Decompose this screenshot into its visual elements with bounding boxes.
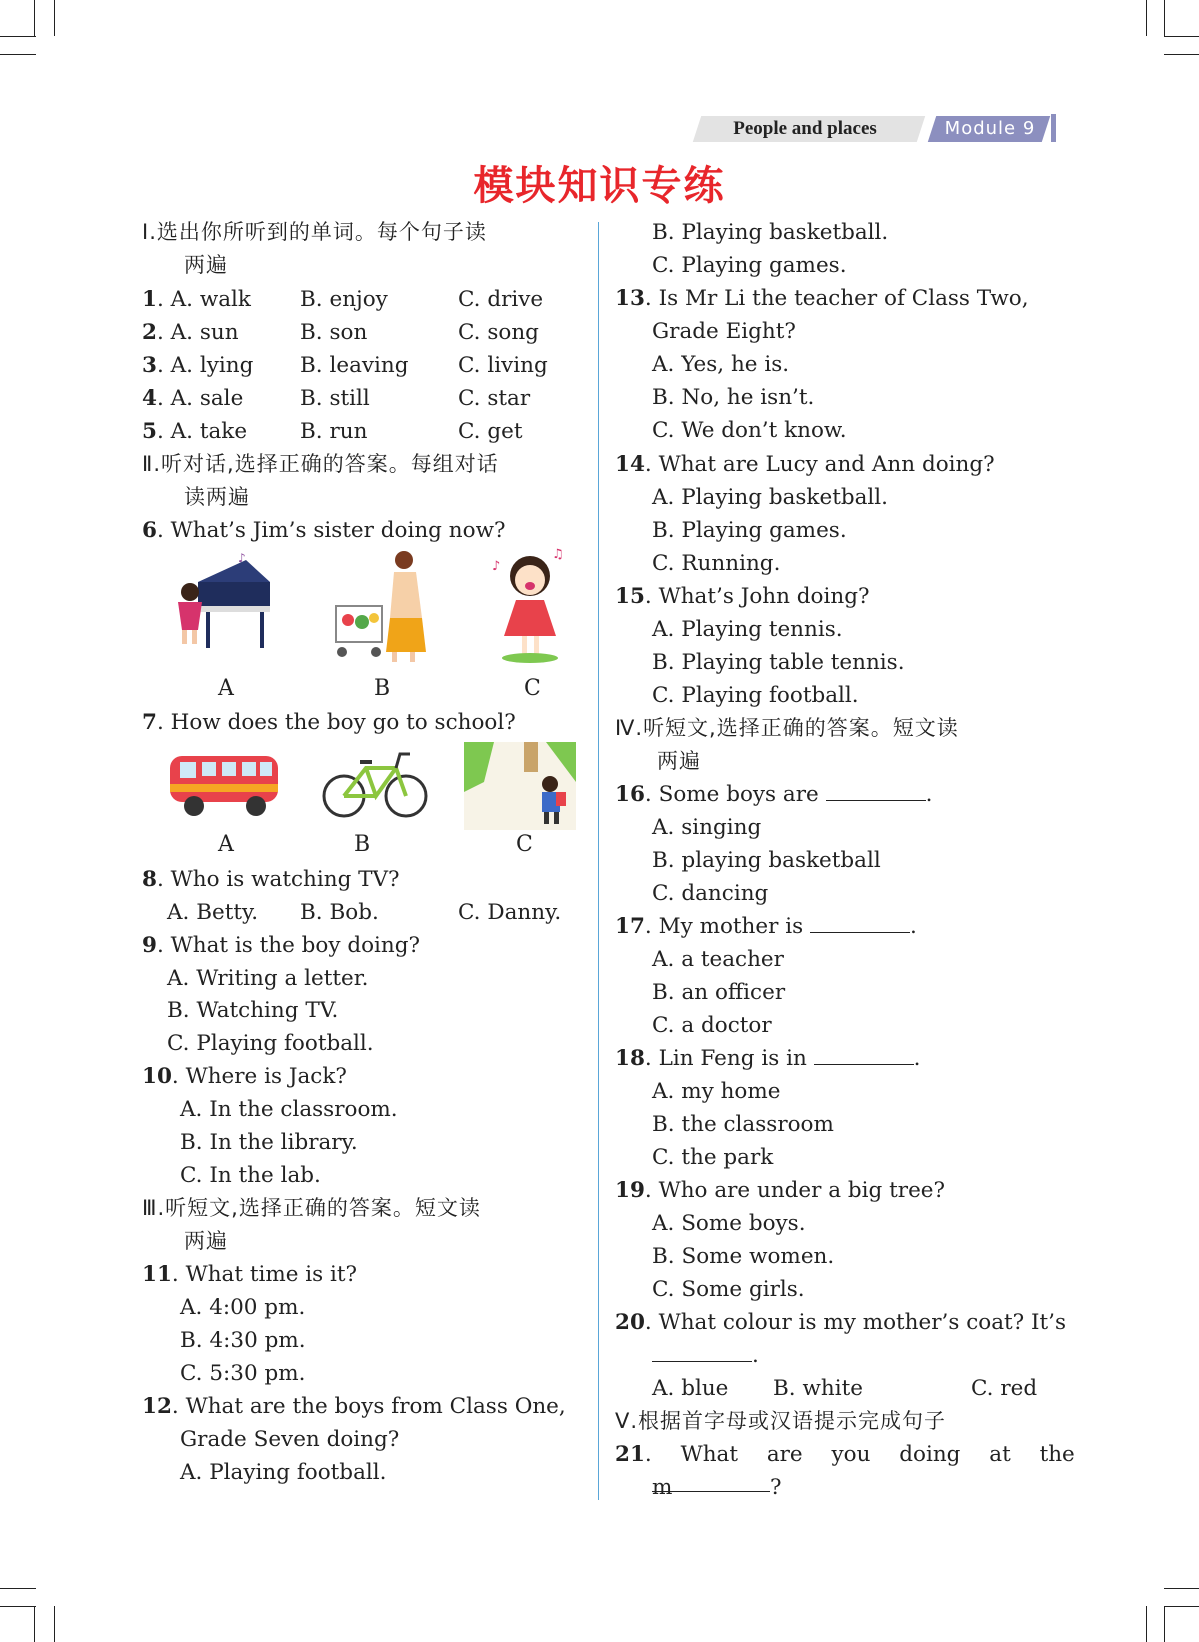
section-heading-cont: 读两遍 [184, 485, 250, 509]
question-2: 2. A. sun [142, 320, 239, 345]
question-12-cont: Grade Seven doing? [180, 1427, 400, 1452]
option-b: B. run [300, 419, 368, 444]
option-a: A. Writing a letter. [167, 966, 369, 991]
question-7: 7. How does the boy go to school? [142, 710, 516, 735]
option-a: A. 4:00 pm. [180, 1295, 306, 1320]
option-c: C. We don’t know. [652, 418, 847, 443]
svg-text:♫: ♫ [552, 548, 564, 562]
option-c: C. Playing football. [167, 1031, 374, 1056]
option-c: C. dancing [652, 881, 769, 906]
bicycle-picture [320, 744, 430, 824]
question-13-cont: Grade Eight? [652, 319, 796, 344]
question-9: 9. What is the boy doing? [142, 933, 421, 958]
option-c: C. get [458, 419, 523, 444]
option-b: B. enjoy [300, 287, 388, 312]
section-heading: Ⅱ.听对话,选择正确的答案。每组对话 [142, 452, 499, 476]
crop-mark [1146, 1606, 1147, 1642]
question-21-cont: m ? [652, 1471, 782, 1504]
crop-mark [0, 1606, 36, 1607]
option-a: A. blue [652, 1376, 729, 1401]
option-c: C. In the lab. [180, 1163, 321, 1188]
question-14: 14. What are Lucy and Ann doing? [615, 452, 995, 477]
question-21: 21. What are you doing at the [615, 1442, 1075, 1467]
question-13: 13. Is Mr Li the teacher of Class Two, [615, 286, 1029, 311]
option-a: A. Playing football. [180, 1460, 387, 1485]
option-a: A. Playing basketball. [652, 485, 888, 510]
option-a: A. singing [652, 815, 762, 840]
section-heading: Ⅳ.听短文,选择正确的答案。短文读 [615, 716, 959, 740]
question-8: 8. Who is watching TV? [142, 867, 400, 892]
option-c: C. the park [652, 1145, 774, 1170]
question-3: 3. A. lying [142, 353, 254, 378]
option-a: A. In the classroom. [180, 1097, 398, 1122]
option-c: C. drive [458, 287, 544, 312]
option-b: B. still [300, 386, 370, 411]
option-b: B. Bob. [300, 900, 379, 925]
question-11: 11. What time is it? [142, 1262, 358, 1287]
crop-mark [1146, 0, 1147, 36]
option-a: A. Yes, he is. [652, 352, 790, 377]
crop-mark [54, 0, 55, 36]
option-b: B. Watching TV. [167, 998, 339, 1023]
option-b: B. No, he isn’t. [652, 385, 815, 410]
answer-blank[interactable] [814, 1044, 914, 1065]
option-b: B. leaving [300, 353, 409, 378]
crop-mark [54, 1606, 55, 1642]
crop-mark [1164, 1606, 1199, 1607]
svg-text:♪: ♪ [238, 551, 246, 565]
question-18: 18. Lin Feng is in . [615, 1046, 921, 1071]
option-label: B [354, 832, 371, 857]
crop-mark [0, 1588, 36, 1589]
singing-girl-picture [490, 548, 570, 666]
section-heading-cont: 两遍 [184, 1229, 228, 1253]
option-a: A. Playing tennis. [652, 617, 843, 642]
question-16: 16. Some boys are . [615, 782, 933, 807]
option-c: C. Playing football. [652, 683, 859, 708]
piano-girl-picture [168, 550, 278, 660]
option-a: A. Some boys. [652, 1211, 806, 1236]
option-b: B. an officer [652, 980, 786, 1005]
question-19: 19. Who are under a big tree? [615, 1178, 946, 1203]
header-section-label: People and places [733, 118, 877, 139]
answer-blank[interactable] [810, 912, 910, 933]
module-label: Module 9 [944, 118, 1036, 139]
question-20-cont: . [652, 1339, 759, 1372]
option-c: C. a doctor [652, 1013, 772, 1038]
question-5: 5. A. take [142, 419, 248, 444]
crop-mark [1164, 1588, 1199, 1589]
page-title: 模块知识专练 [473, 163, 726, 209]
crop-mark [1164, 0, 1165, 36]
option-b: B. son [300, 320, 368, 345]
option-b: B. Playing basketball. [652, 220, 889, 245]
option-label: A [218, 676, 234, 701]
answer-blank[interactable] [826, 780, 926, 801]
option-c: C. red [971, 1376, 1038, 1401]
bus-picture [166, 748, 284, 820]
question-6: 6. What’s Jim’s sister doing now? [142, 518, 506, 543]
option-b: B. white [773, 1376, 863, 1401]
option-b: B. Playing games. [652, 518, 847, 543]
section-heading: Ⅰ.选出你所听到的单词。每个句子读 [142, 220, 487, 244]
option-c: C. living [458, 353, 548, 378]
walking-boy-picture [464, 742, 576, 830]
option-label: A [218, 832, 234, 857]
option-c: C. song [458, 320, 539, 345]
crop-mark [1164, 36, 1199, 37]
crop-mark [0, 54, 36, 55]
crop-mark [34, 1606, 35, 1642]
answer-blank[interactable] [652, 1341, 752, 1362]
option-c: C. Running. [652, 551, 781, 576]
option-b: B. Playing table tennis. [652, 650, 905, 675]
section-heading-cont: 两遍 [184, 253, 228, 277]
question-10: 10. Where is Jack? [142, 1064, 347, 1089]
option-c: C. Some girls. [652, 1277, 805, 1302]
question-15: 15. What’s John doing? [615, 584, 870, 609]
option-b: B. the classroom [652, 1112, 834, 1137]
svg-text:♪: ♪ [492, 559, 501, 574]
question-1: 1. A. walk [142, 287, 251, 312]
option-b: B. 4:30 pm. [180, 1328, 306, 1353]
option-b: B. playing basketball [652, 848, 881, 873]
question-17: 17. My mother is . [615, 914, 917, 939]
answer-blank[interactable]: m [652, 1471, 770, 1492]
question-12: 12. What are the boys from Class One, [142, 1394, 566, 1419]
option-c: C. 5:30 pm. [180, 1361, 306, 1386]
module-bar [1051, 114, 1056, 142]
section-heading-cont: 两遍 [657, 749, 701, 773]
option-a: A. a teacher [652, 947, 784, 972]
option-c: C. Danny. [458, 900, 562, 925]
shopping-woman-picture [330, 548, 430, 666]
option-label: C [524, 676, 541, 701]
crop-mark [1164, 54, 1199, 55]
option-a: A. Betty. [167, 900, 259, 925]
crop-mark [34, 0, 35, 36]
question-20: 20. What colour is my mother’s coat? It’s [615, 1310, 1067, 1335]
section-heading: Ⅴ.根据首字母或汉语提示完成句子 [615, 1409, 947, 1433]
option-a: A. my home [652, 1079, 781, 1104]
question-4: 4. A. sale [142, 386, 244, 411]
crop-mark [1164, 1606, 1165, 1642]
option-b: B. In the library. [180, 1130, 358, 1155]
option-label: C [516, 832, 533, 857]
option-c: C. star [458, 386, 531, 411]
column-divider [598, 222, 599, 1500]
crop-mark [0, 36, 36, 37]
option-label: B [374, 676, 391, 701]
option-b: B. Some women. [652, 1244, 835, 1269]
section-heading: Ⅲ.听短文,选择正确的答案。短文读 [142, 1196, 481, 1220]
option-c: C. Playing games. [652, 253, 847, 278]
